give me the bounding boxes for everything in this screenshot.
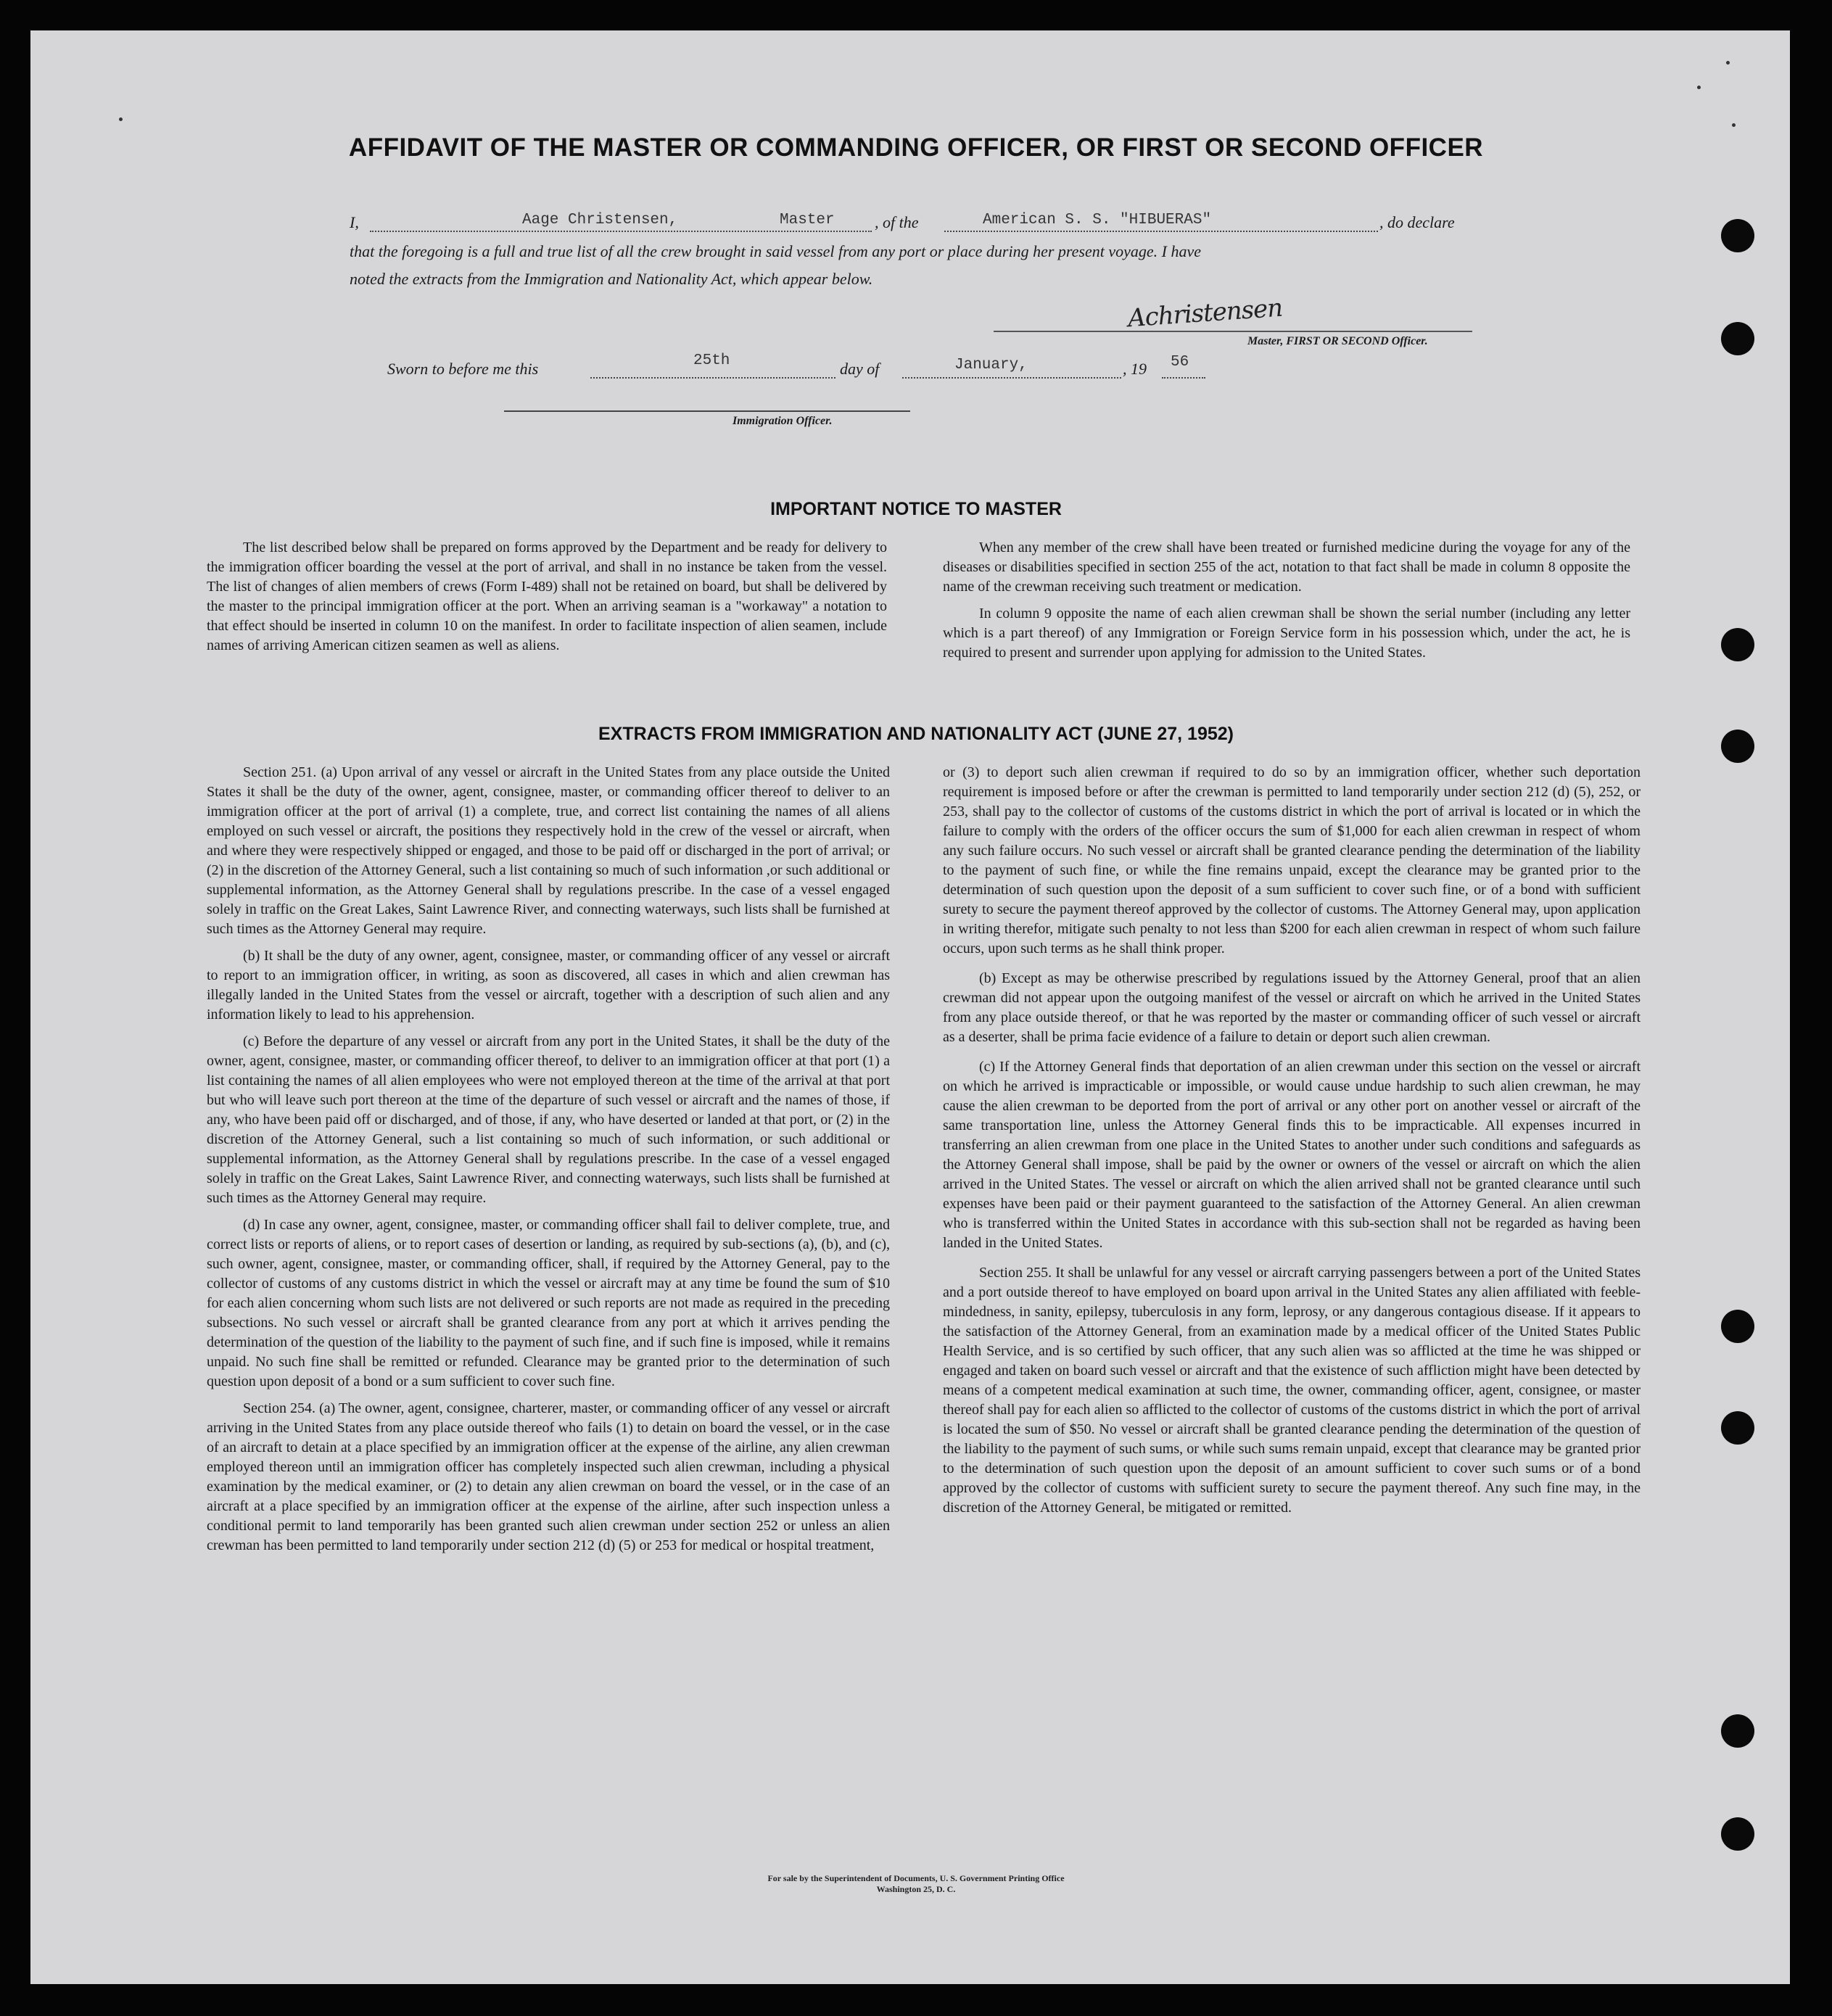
notice-heading: IMPORTANT NOTICE TO MASTER xyxy=(770,499,1062,519)
notice-left-column xyxy=(207,538,887,663)
footer-line: Washington 25, D. C. xyxy=(876,1884,956,1894)
vessel-name-field: American S. S. "HIBUERAS" xyxy=(983,212,1212,228)
form-title: AFFIDAVIT OF THE MASTER OR COMMANDING OFFICER, OR FIRST OR SECOND OFFICER xyxy=(348,133,1484,162)
sworn-month-field: January, xyxy=(954,357,1028,373)
declaration-line-2: that the foregoing is a full and true list of all the crew brought in said vessel from any port or place during her present voyage. I have xyxy=(350,242,1202,260)
dust-speck xyxy=(119,117,123,121)
of-the-label: , of the xyxy=(875,213,919,231)
act-section-paragraph: (c) Before the departure of any vessel or aircraft from any port in the United States, it shall be the duty of the owner, agent, consignee, master, or commanding officer thereof, to deliver to an immigration officer at that port (1) a list containing the names of all alien employees who were not employed thereon at the time of the arrival at that port but who will leave such port thereon at the time of the departure of such vessel or aircraft and the names of those, if any, who have been paid off or discharged, and of those, if any, who have deserted or landed at that port, or (2) in the discretion of the Attorney General, such a list containing so much of such information, or such additional or supplemental information, as the Attorney General shall by regulations prescribe. In the case of a vessel engaged solely in traffic on the Great Lakes, Saint Lawrence River, and connecting waterways, such lists shall be furnished at such times as the Attorney General may require. xyxy=(207,1033,890,1206)
act-section-paragraph: Section 254. (a) The owner, agent, consignee, charterer, master, or commanding officer of any vessel or aircraft arriving in the United States from any place outside thereof who fails (1) to detain on board the vessel, or in the case of an aircraft to detain at a place specified by an immigration officer at the expense of the airline, any alien crewman employed thereon until an immigration officer has completely inspected such alien crewman, including a physical examination by the medical examiner, or (2) to detain any alien crewman on board the vessel, or in the case of an aircraft at a place specified by an immigration officer at the expense of the airline, after such inspection unless a conditional permit to land temporarily has been granted such alien crewman under section 252 or unless an alien crewman has been permitted to land temporarily under section 212 (d) (5) or 253 for medical or hospital treatment, xyxy=(207,1400,890,1553)
binder-hole xyxy=(1721,219,1754,252)
act-section-paragraph: (b) Except as may be otherwise prescribed by regulations issued by the Attorney General, proof that an alien crewman did not appear upon the outgoing manifest of the vessel or aircraft on which he arrived in the United States from any place outside thereof, or that he was reported by the master or commanding officer of such vessel or aircraft as a deserter, shall be prima facie evidence of a failure to detain or deport such alien crewman. xyxy=(943,970,1641,1045)
month-blank-line xyxy=(902,377,1121,379)
rank-field: Master xyxy=(780,212,835,228)
binder-hole xyxy=(1721,628,1754,661)
act-section-paragraph: (c) If the Attorney General finds that deportation of an alien crewman under this section on the vessel or aircraft on which he arrived is impracticable or impossible, or would cause undue hardship to such alien crewman, he may cause the alien crewman to be deported from the port of arrival or any other port on another vessel or aircraft of the same transportation line, unless the Attorney General finds this to be impracticable. All expenses incurred in transferring an alien crewman from one place in the United States to another under such conditions and safeguards as the Attorney General shall impose, shall be paid by the owner or owners of the vessel or aircraft on which the alien arrived in the United States. The vessel or aircraft on which the alien arrived shall not be granted clearance until such expenses have been paid or their payment guaranteed to the satisfaction of the Attorney General. An alien crewman who is transferred within the United States in accordance with this sub-section shall not be regarded as having been landed in the United States. xyxy=(943,1059,1641,1251)
year-blank-line xyxy=(1162,377,1205,379)
day-blank-line xyxy=(590,377,835,379)
extracts-heading: EXTRACTS FROM IMMIGRATION AND NATIONALITY ACT (JUNE 27, 1952) xyxy=(598,724,1234,744)
binder-hole xyxy=(1721,322,1754,355)
do-declare-label: , do declare xyxy=(1379,213,1455,231)
dust-speck xyxy=(1732,123,1736,127)
vessel-blank-line xyxy=(944,231,1378,232)
binder-hole xyxy=(1721,1817,1754,1851)
act-section-paragraph: (d) In case any owner, agent, consignee, master, or commanding officer shall fail to deliver complete, true, and correct lists or reports of aliens, or to report cases of desertion or landing, as required by sub-sections (a), (b), and (c), such owner, agent, consignee, master, or commanding officer, shall, if required by the Attorney General, pay to the collector of customs of any customs district in which the vessel or aircraft may at any time be found the sum of $10 for each alien concerning whom such lists are not delivered or such reports are not made as required in the preceding subsections. No such vessel or aircraft shall be granted clearance from any port at which it arrives pending the determination of the question of the liability to the payment of such fine, and if such fine is imposed, while it remains unpaid. No such fine shall be remitted or refunded. Clearance may be granted prior to the determination of such question upon deposit of a bond or a sum sufficient to cover such fine. xyxy=(207,1217,890,1389)
sworn-year-field: 56 xyxy=(1171,354,1189,371)
act-section-paragraph: Section 255. It shall be unlawful for any vessel or aircraft carrying passengers between a port of the United States and a port outside thereof to have employed on board upon arrival in the United States any alien affiliated with feeble-mindedness, in sanity, epilepsy, tuberculosis in any form, leprosy, or any dangerous contagious disease. If it appears to the satisfaction of the Attorney General, from an examination made by a medical officer of the United States Public Health Service, and is so certified by such officer, that any such alien was so afflicted at the time he was shipped or engaged and taken on board such vessel or aircraft and that the existence of such affliction might have been detected by means of a competent medical examination at such time, the owner, commanding officer, agent, consignee, or master thereof shall pay for each alien so afflicted to the collector of customs of the customs district in which the port of arrival is located the sum of $50. No vessel or aircraft shall be granted clearance pending the determination of the question of the liability to the payment of such sums, or while such sums remain unpaid, except that clearance may be granted prior to the determination of such question upon the deposit of an amount sufficient to cover such sums or of a bond approved by the collector of customs with sufficient surety to secure the payment thereof. Any such fine may, in the discretion of the Attorney General, be mitigated or remitted. xyxy=(943,1265,1641,1516)
year-prefix-label: , 19 xyxy=(1123,360,1147,378)
day-of-label: day of xyxy=(840,360,880,378)
signature-caption: Master, FIRST OR SECOND Officer. xyxy=(1247,335,1428,347)
notice-paragraph: The list described below shall be prepared on forms approved by the Department and be ready for delivery to the immigration officer boarding the vessel at the port of arrival, and shall in no instance be taken from the vessel. The list of changes of alien members of crews (Form I-489) shall not be retained on board, but shall be delivered by the master to the principal immigration officer at the port. When an arriving seaman is a "workaway" a notation to that effect should be inserted in column 10 on the manifest. In order to facilitate inspection of alien seamen, include names of arriving American citizen seamen as well as aliens. xyxy=(207,540,887,653)
printing-office-footer xyxy=(0,1873,1832,1895)
immigration-officer-signature-line xyxy=(504,410,910,412)
act-section-paragraph: or (3) to deport such alien crewman if required to do so by an immigration officer, whether such deportation requirement is imposed before or after the crewman is permitted to land temporarily under section 212 (d) (5), 252, or 253, shall pay to the collector of customs of the customs district in which the port of arrival is located or in which the failure to comply with the orders of the officer occurs the sum of $1,000 for each alien crewman in respect of whom any such failure occurs. No such vessel or aircraft shall be granted clearance pending the determination of the liability to the payment of such fine, or while the fine remains unpaid, except the clearance may be granted prior to the determination of such question upon the deposit of a sum sufficient to cover such fine, or of a bond with sufficient surety to secure the payment thereof approved by the collector of customs. The Attorney General may, upon application in writing therefor, mitigate such penalty to not less than $200 for each alien crewman in respect of whom such failure occurs, upon such terms as he shall think proper. xyxy=(943,764,1641,957)
binder-hole xyxy=(1721,1714,1754,1748)
declaration-blank-line xyxy=(370,231,872,232)
binder-hole xyxy=(1721,1411,1754,1445)
master-signature: Achristensen xyxy=(1126,293,1284,334)
notice-paragraph: In column 9 opposite the name of each alien crewman shall be shown the serial number (including any letter which is a part thereof) of any Immigration or Foreign Service form in his possession which, under the act, he is required to present and surrender upon applying for admission to the United States. xyxy=(943,606,1630,661)
notice-paragraph: When any member of the crew shall have been treated or furnished medicine during the voyage for any of the diseases or disabilities specified in section 255 of the act, notation to that fact shall be made in column 8 opposite the name of the crewman receiving such treatment or medication. xyxy=(943,540,1630,595)
declaration-pronoun: I, xyxy=(350,213,359,231)
extracts-left-column xyxy=(207,763,890,1563)
binder-hole xyxy=(1721,1310,1754,1343)
footer-line: For sale by the Superintendent of Documents, U. S. Government Printing Office xyxy=(767,1873,1065,1883)
dust-speck xyxy=(1726,61,1730,65)
act-section-paragraph: Section 251. (a) Upon arrival of any vessel or aircraft in the United States from any place outside the United States it shall be the duty of the owner, agent, consignee, master, or commanding officer thereof to deliver to an immigration officer at the port of arrival (1) a complete, true, and correct list containing the names of all aliens employed on such vessel or aircraft, the positions they respectively hold in the crew of the vessel or aircraft, when and where they were respectively shipped or engaged, and those to be paid off or discharged in the port of arrival; or (2) in the discretion of the Attorney General, such a list containing so much of such information ,or such additional or supplemental information, as the Attorney General shall by regulations prescribe. In the case of a vessel engaged solely in traffic on the Great Lakes, Saint Lawrence River, and connecting waterways, such lists shall be furnished at such times as the Attorney General may require. xyxy=(207,764,890,937)
immigration-officer-caption: Immigration Officer. xyxy=(733,415,833,427)
extracts-right-column xyxy=(943,763,1641,1525)
sworn-prefix: Sworn to before me this xyxy=(387,360,539,378)
dust-speck xyxy=(1697,86,1701,89)
declaration-line-3: noted the extracts from the Immigration and Nationality Act, which appear below. xyxy=(350,270,873,288)
sworn-day-field: 25th xyxy=(693,352,730,369)
signature-line xyxy=(994,331,1472,332)
master-name-field: Aage Christensen, xyxy=(522,212,678,228)
act-section-paragraph: (b) It shall be the duty of any owner, agent, consignee, master, or commanding officer of any vessel or aircraft to report to an immigration officer, in writing, as soon as discovered, all cases in which and alien crewman has illegally landed in the United States from the vessel or aircraft, together with a description of such alien and any information likely to lead to his apprehension. xyxy=(207,948,890,1023)
notice-right-column xyxy=(943,538,1630,670)
